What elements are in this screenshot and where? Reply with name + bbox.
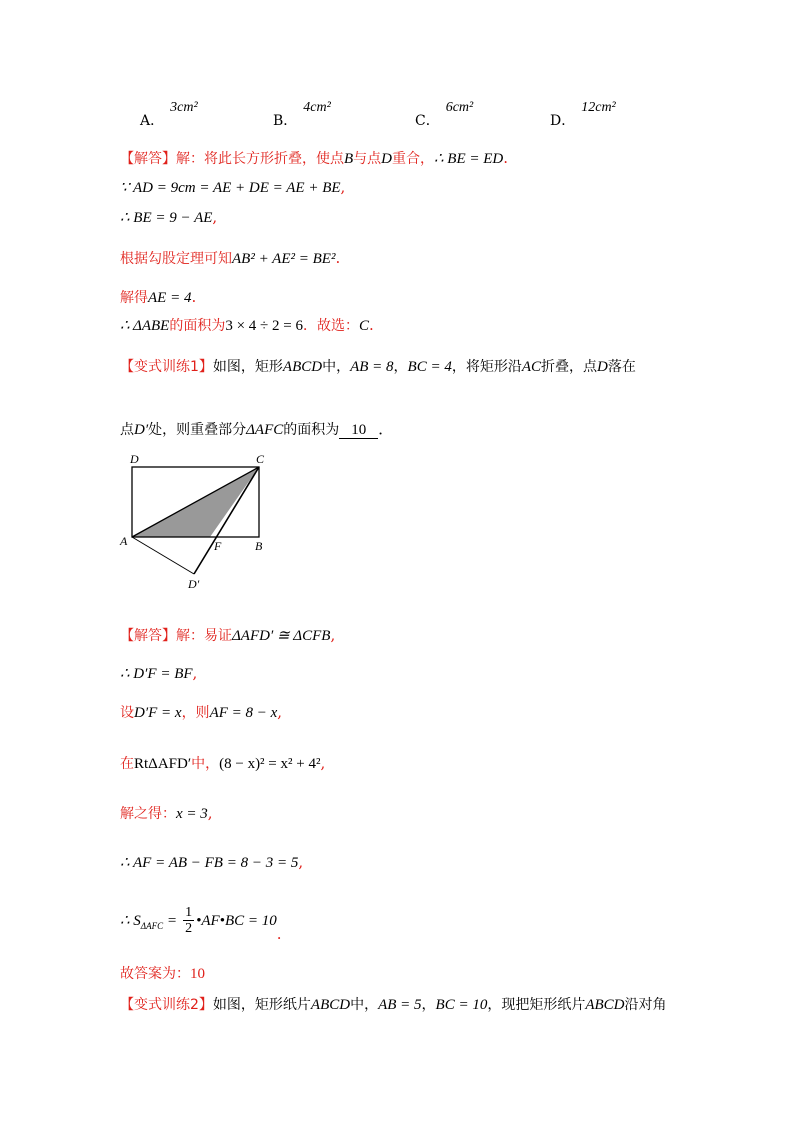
math: ABCD <box>282 359 323 375</box>
text: ，现把矩形纸片 <box>487 997 586 1013</box>
math: ∴ ΔABE <box>120 318 170 334</box>
option-label: A． <box>140 113 165 129</box>
option-value: 4cm² <box>303 100 331 115</box>
text: 解之得： <box>120 806 176 822</box>
solution2-line1: 【解答】解：易证ΔAFD′ ≅ ΔCFB, <box>120 626 336 644</box>
solution2-line2: ∴ D′F = BF, <box>120 664 198 682</box>
text: 重合， <box>392 151 435 167</box>
math: AC <box>521 359 542 375</box>
label-b: B <box>255 539 263 553</box>
math: ∴ AF = AB − FB = 8 − 3 = 5 <box>120 855 299 871</box>
math: (8 − x)² = x² + 4² <box>219 756 321 772</box>
solution2-line4: 在RtΔAFD′中，(8 − x)² = x² + 4², <box>120 754 326 772</box>
option-value: 12cm² <box>581 100 616 115</box>
text: 的面积为 <box>169 318 226 334</box>
math-subscript: ΔAFC <box>140 920 164 931</box>
math: ∴ BE = ED <box>434 151 504 167</box>
math: ∴ S <box>120 912 141 929</box>
solution2-line6: ∴ AF = AB − FB = 8 − 3 = 5, <box>120 853 304 871</box>
option-label: C． <box>415 113 440 129</box>
solution1-line2: ∵ AD = 9cm = AE + DE = AE + BE, <box>120 178 346 196</box>
text: 中， <box>191 756 220 772</box>
text: 中， <box>350 997 379 1013</box>
variant-tag: 【变式训练1】 <box>120 359 213 375</box>
variant1-line1: 【变式训练1】如图，矩形ABCD中，AB = 8，BC = 4，将矩形沿AC折叠，点D落在 <box>120 359 636 375</box>
answer-blank: 10 <box>339 423 378 439</box>
math: B <box>344 151 354 167</box>
text: ．故选： <box>302 318 359 334</box>
text: 与点 <box>353 151 382 167</box>
answer-tag: 【解答】 <box>120 628 176 644</box>
math: AB = 8 <box>350 359 394 375</box>
text: 处，则重叠部分 <box>148 422 247 438</box>
text: ，将矩形沿 <box>451 359 522 375</box>
option-label: D． <box>550 113 576 129</box>
solution2-line3: 设D′F = x，则AF = 8 − x, <box>120 703 283 721</box>
math: D′ <box>134 422 149 438</box>
text: 故答案为： <box>120 966 190 982</box>
text: 落在 <box>607 359 636 375</box>
math: AB = 5 <box>378 997 422 1013</box>
math: ΔAFD′ ≅ ΔCFB <box>232 628 331 644</box>
option-d <box>550 100 616 130</box>
math: D′F = x <box>134 705 182 721</box>
text: ． <box>378 420 394 438</box>
math: BC = 10 <box>435 997 488 1013</box>
math: ABCD <box>585 997 625 1013</box>
text: ，则 <box>181 705 210 721</box>
math: ABCD <box>310 997 351 1013</box>
math: 3 × 4 ÷ 2 = 6 <box>225 318 303 334</box>
label-f: F <box>214 539 222 553</box>
solution1-line3: ∴ BE = 9 − AE, <box>120 208 218 226</box>
option-label: B． <box>273 113 298 129</box>
option-value: 3cm² <box>170 100 198 115</box>
text: 折叠，点 <box>541 359 598 375</box>
math: AF = 8 − x <box>209 705 278 721</box>
math: ∵ AD = 9cm = AE + DE = AE + BE <box>120 180 341 196</box>
text: 解：将此长方形折叠，使点 <box>176 151 344 167</box>
fraction-denominator: 2 <box>185 921 193 937</box>
fraction <box>183 905 194 937</box>
text: 在 <box>120 756 134 772</box>
option-b <box>273 100 331 130</box>
option-value: 6cm² <box>445 100 474 115</box>
math: D <box>597 359 608 375</box>
math: BC = 4 <box>407 359 452 375</box>
segment-ad-prime <box>132 537 194 574</box>
solution2-line5: 解之得：x = 3, <box>120 804 213 822</box>
answer-tag: 【解答】 <box>120 151 176 167</box>
solution1-line1: 【解答】解：将此长方形折叠，使点B与点D重合，∴ BE = ED. <box>120 149 509 167</box>
label-d-prime: D′ <box>188 577 200 591</box>
text: 点 <box>120 422 134 438</box>
math: ΔAFC <box>246 422 284 438</box>
text: 沿对角 <box>624 997 667 1013</box>
solution1-line6: ∴ ΔABE的面积为3 × 4 ÷ 2 = 6．故选：C. <box>120 316 374 334</box>
text: 根据勾股定理可知 <box>120 251 232 267</box>
solution1-line4: 根据勾股定理可知AB² + AE² = BE². <box>120 249 341 267</box>
fold-figure <box>118 448 278 598</box>
solution1-line5: 解得AE = 4. <box>120 288 197 306</box>
text: 设 <box>120 705 134 721</box>
math: D <box>381 151 393 167</box>
text: 的面积为 <box>283 422 340 438</box>
variant2-line1: 【变式训练2】如图，矩形纸片ABCD中，AB = 5，BC = 10，现把矩形纸片ABCD沿对角 <box>120 997 667 1013</box>
solution2-line7: ∴ $S_{\Delta AFC}$ = $\frac{1}{2}$ •AF•BC = 10. <box>120 905 282 943</box>
math: ∴ D′F = BF <box>120 666 193 682</box>
option-c <box>415 100 474 130</box>
option-a <box>140 100 198 130</box>
variant-tag: 【变式训练2】 <box>120 997 213 1013</box>
math: ∴ BE = 9 − AE <box>120 210 213 226</box>
text: 中， <box>322 359 351 375</box>
answer-value: 10 <box>190 966 205 982</box>
text: 解：易证 <box>176 628 232 644</box>
math: RtΔAFD′ <box>134 756 192 772</box>
text: 解得 <box>120 290 148 306</box>
math: AB² + AE² = BE² <box>232 251 336 267</box>
math: •AF•BC = 10 <box>196 912 277 929</box>
math: AE = 4 <box>148 290 192 306</box>
math: C <box>358 318 369 334</box>
fraction-numerator: 1 <box>185 905 193 920</box>
solution2-answer <box>120 966 205 982</box>
variant1-line2 <box>120 422 393 439</box>
label-c: C <box>256 452 265 466</box>
label-d: D <box>130 452 139 466</box>
text: 如图，矩形 <box>212 359 283 375</box>
text: 如图，矩形纸片 <box>212 997 311 1013</box>
math: x = 3 <box>176 806 208 822</box>
label-a: A <box>120 534 128 548</box>
